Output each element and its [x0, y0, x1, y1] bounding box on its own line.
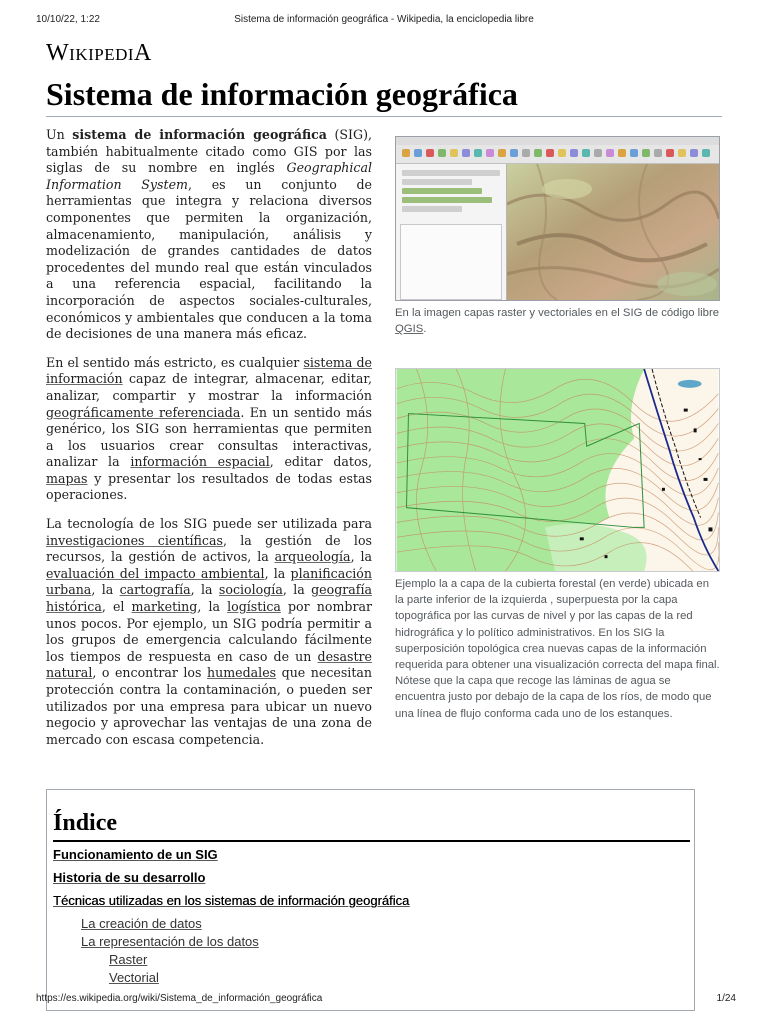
page-title: Sistema de información geográfica [46, 76, 518, 112]
figure-topographic-caption: Ejemplo la a capa de la cubierta forestal (en verde) ubicada en la parte inferior de la izquierda , superpuesta por la capa topográfica por las curvas de nivel y por las capas de la red hidrográfica y lo político administrativos. En los SIG la superposición topológica crea nuevas capas de la información requerida para obtener una visualización correcta del mapa final. Nótese que la capa que recoge las láminas de agua se encuentra justo por debajo de la capa de los ríos, de modo que una línea de flujo conforma cada uno de los estanques. [395, 578, 720, 720]
toc-link-vectorial[interactable]: Vectorial [109, 970, 159, 985]
link-evaluacion-impacto-ambiental[interactable]: evaluación del impacto ambiental [46, 565, 265, 581]
intro-paragraph: Un sistema de información geográfica (SIG), también habitualmente citado como GIS por las siglas de su nombre en inglés Geographical Information System, es un conjunto de herramientas que integra y relaciona diversos componentes que permiten la organización, almacenamiento, manipulación, análisis y modelización de grandes cantidades de datos procedentes del mundo real que están vinculados a una referencia espacial, facilitando la incorporación de aspectos sociales-culturales, económicos y ambientales que conducen a la toma de decisiones de una manera más eficaz. [46, 127, 373, 342]
toc-item [53, 892, 683, 915]
link-investigaciones-cientificas[interactable]: investigaciones científicas [46, 532, 223, 548]
link-sociologia[interactable]: sociología [218, 582, 283, 598]
toc-item [53, 846, 683, 869]
bold-term: sistema de información geográfica [72, 127, 327, 142]
link-planificacion-urbana[interactable]: planificación urbana [46, 565, 372, 598]
toc-link-funcionamiento[interactable]: Funcionamiento de un SIG [53, 847, 218, 862]
print-footer [0, 993, 768, 1011]
toc-divider [53, 840, 690, 842]
definition-paragraph: En el sentido más estricto, es cualquier sistema de información capaz de integrar, almacenar, editar, analizar, compartir y mostrar la información geográficamente referenciada. En un sentido más genérico, los SIG son herramientas que permiten a los usuarios crear consultas interactivas, analizar la información espacial, editar datos, mapas y presentar los resultados de todas estas operaciones. [46, 354, 373, 503]
table-of-contents [46, 789, 695, 1011]
toc-link-creacion-datos[interactable]: La creación de datos [81, 916, 202, 931]
toc-item [53, 933, 683, 951]
toc-item [53, 951, 683, 969]
toc-item [53, 915, 683, 933]
link-sistema-de-informacion[interactable]: sistema de información [46, 354, 373, 387]
figure-qgis [395, 136, 720, 337]
topographic-map-image[interactable] [395, 368, 720, 572]
link-humedales[interactable]: humedales [206, 665, 277, 681]
link-geografia-historica[interactable]: geografía histórica [46, 582, 372, 615]
toc-link-tecnicas[interactable]: Técnicas utilizadas en los sistemas de información geográfica [53, 893, 410, 908]
print-page-number: 1/24 [716, 993, 736, 1004]
terrain-map [507, 164, 719, 300]
english-term: Geographical Information System [46, 160, 372, 192]
toc-list [53, 846, 683, 987]
toc-item [53, 869, 683, 892]
print-header [0, 14, 768, 32]
link-marketing[interactable]: marketing [131, 599, 198, 615]
link-logistica[interactable]: logística [227, 599, 281, 615]
toc-link-raster[interactable]: Raster [109, 952, 148, 967]
uses-paragraph: La tecnología de los SIG puede ser utilizada para investigaciones científicas, la gestión de los recursos, la gestión de activos, la arqueología, la evaluación del impacto ambiental, la planificación urbana, la cartografía, la sociología, la geografía histórica, el marketing, la logística por nombrar unos pocos. Por ejemplo, un SIG podría permitir a los grupos de emergencia calculando fácilmente los tiempos de respuesta en caso de un desastre natural, o encontrar los humedales que necesitan protección contra la contaminación, o pueden ser utilizados por una empresa para ubicar un nuevo negocio y aprovechar las ventajas de una zona de mercado con escasa competencia. [46, 516, 373, 747]
link-informacion-espacial[interactable]: información espacial [130, 454, 270, 470]
figure-topographic-map [395, 368, 720, 722]
print-page-title: Sistema de información geográfica - Wikipedia, la enciclopedia libre [234, 14, 534, 25]
print-url: https://es.wikipedia.org/wiki/Sistema_de_información_geográfica [36, 993, 323, 1004]
toc-link-representacion-datos[interactable]: La representación de los datos [81, 934, 259, 949]
print-datetime: 10/10/22, 1:22 [36, 14, 100, 25]
qgis-screenshot-image[interactable] [395, 136, 720, 301]
wikipedia-wordmark[interactable]: WIKIPEDIA [46, 40, 152, 66]
link-georreferenciada[interactable]: geográficamente referenciada [46, 404, 241, 420]
toc-title: Índice [53, 810, 118, 836]
link-mapas[interactable]: mapas [46, 470, 88, 486]
article-body [46, 127, 372, 760]
link-qgis[interactable]: QGIS [395, 323, 424, 336]
link-desastre-natural[interactable]: desastre natural [46, 648, 372, 681]
link-arqueologia[interactable]: arqueología [274, 549, 351, 565]
title-divider [46, 116, 722, 117]
toc-item [53, 969, 683, 987]
toc-link-historia[interactable]: Historia de su desarrollo [53, 870, 206, 885]
figure-qgis-caption: En la imagen capas raster y vectoriales en el SIG de código libre QGIS. [395, 307, 720, 336]
link-cartografia[interactable]: cartografía [119, 582, 191, 598]
